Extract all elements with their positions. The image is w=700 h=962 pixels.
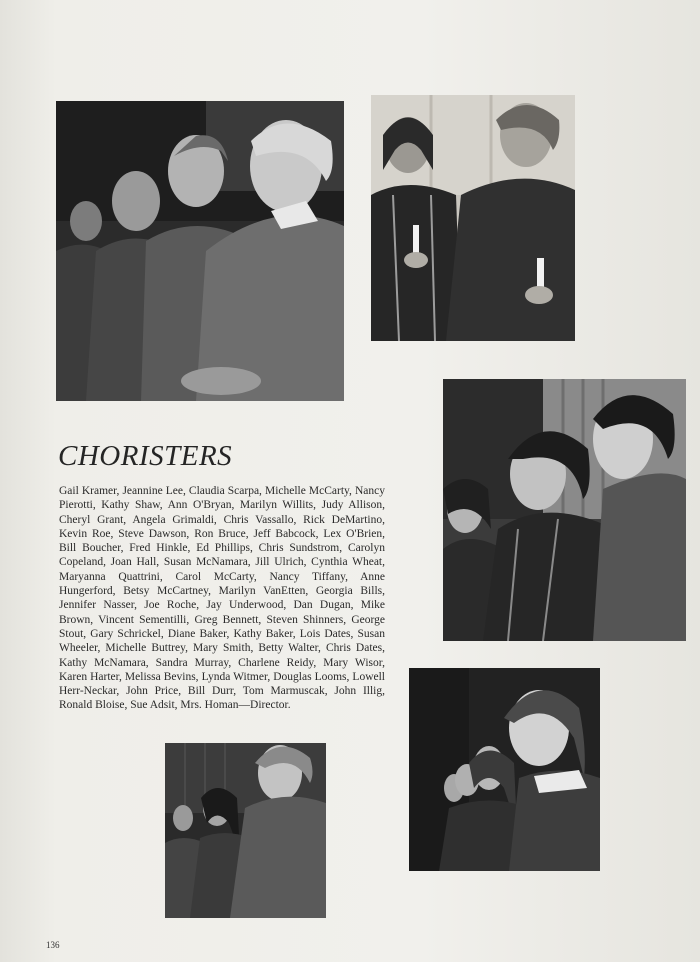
- section-title: CHORISTERS: [58, 440, 233, 472]
- photo-singers-line: [165, 743, 326, 918]
- photo-girls-singing-image: [409, 668, 600, 871]
- photo-singers-group-image: [443, 379, 686, 641]
- photo-singers-line-image: [165, 743, 326, 918]
- photo-candle-bearers-image: [371, 95, 575, 341]
- photo-choristers-row-men-image: [56, 101, 344, 401]
- photo-girls-singing: [409, 668, 600, 871]
- choristers-name-list: Gail Kramer, Jeannine Lee, Claudia Scarpa, Michelle McCarty, Nancy Pierotti, Kathy Shaw, Ann O'Bryan, Marilyn Willits, Judy Allison, Cheryl Grant, Angela Grimaldi, Chris Vassallo, Rick DeMartino, Kevin Roe, Steve Dawson, Ron Bruce, Jeff Babcock, Lex O'Brien, Bill Boucher, Fred Hinkle, Ed Phillips, Chris Sundstrom, Carolyn Copeland, Joan Hall, Susan McNamara, Jill Ulrich, Cynthia Wheat, Maryanna Quattrini, Carol McCarty, Nancy Tiffany, Anne Hungerford, Betsy McCartney, Marilyn VanEtten, Georgia Bills, Jennifer Nasser, Joe Roche, Jay Underwood, Dan Dugan, Mike Brown, Vincent Sementilli, Greg Bennett, Steven Shinners, George Stout, Gary Schrickel, Diane Baker, Kathy Baker, Lois Dates, Susan Wheeler, Michelle Buttrey, Mary Smith, Betty Walter, Chris Dates, Kathy McNamara, Sandra Murray, Charlene Reidy, Mary Wisor, Karen Harter, Melissa Bevins, Lynda Witmer, Douglas Looms, Lowell Herr-Neckar, John Price, Bill Durr, Tom Marmuscak, John Illig, Ronald Bloise, Sue Adsit, Mrs. Homan—Director.: [59, 485, 385, 712]
- page-number: 136: [46, 940, 60, 950]
- photo-candle-bearers: [371, 95, 575, 341]
- photo-singers-group: [443, 379, 686, 641]
- photo-choristers-row-men: [56, 101, 344, 401]
